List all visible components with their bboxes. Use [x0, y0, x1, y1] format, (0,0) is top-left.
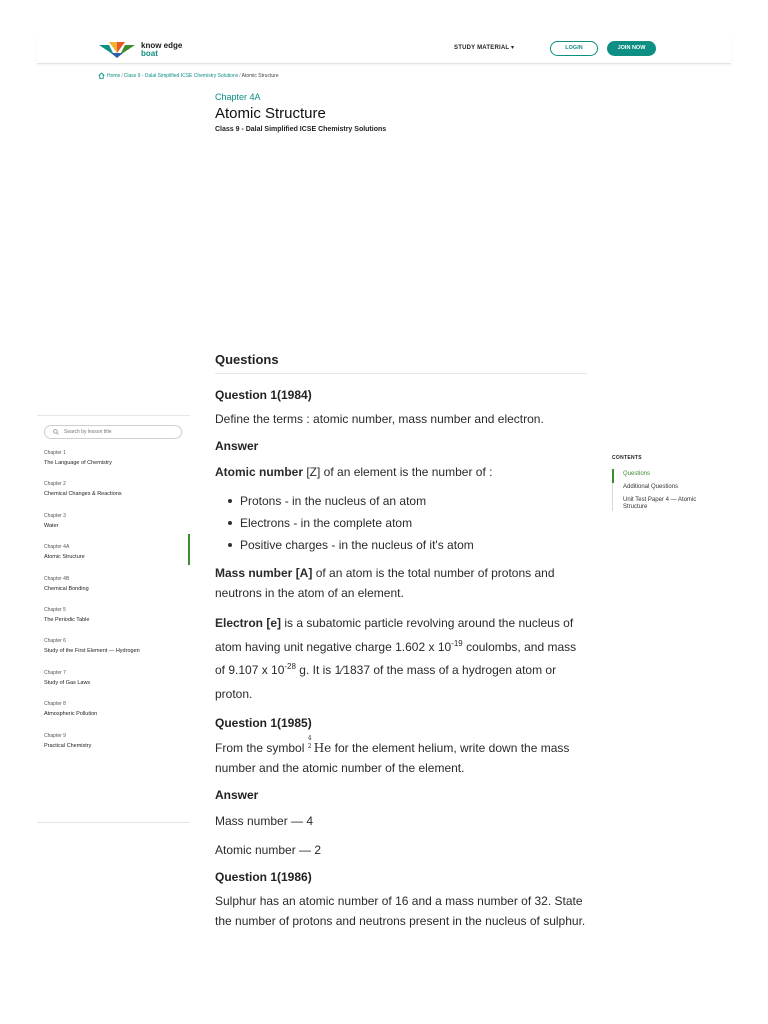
- answer-text: Atomic number — 2: [215, 843, 322, 857]
- question-title: Question 1(1985): [215, 716, 312, 730]
- answer-bullet-list: [215, 490, 587, 556]
- question-text-part: for the element helium, write down the mass number and the atomic number of the element.: [215, 741, 570, 775]
- sidebar-item-label: Atmospheric Pollution: [44, 711, 98, 718]
- chapter-list: [44, 450, 190, 764]
- sidebar-item-chapter: Chapter 7: [44, 669, 66, 676]
- breadcrumb-class[interactable]: Class 9 - Dalal Simplified ICSE Chemistry Solutions: [123, 72, 239, 79]
- atomic-number-subscript: 2: [307, 743, 312, 750]
- contents-list: [612, 471, 722, 511]
- element-symbol: He: [313, 741, 332, 755]
- breadcrumb-home[interactable]: Home: [107, 72, 121, 79]
- sidebar-item-chapter-2[interactable]: [44, 481, 190, 512]
- logo-line-2: boat: [141, 49, 158, 58]
- sidebar-item-chapter: Chapter 3: [44, 512, 66, 519]
- join-now-button[interactable]: JOIN NOW: [607, 41, 656, 56]
- sidebar-item-chapter: Chapter 6: [44, 638, 66, 645]
- sidebar-item-chapter-3[interactable]: [44, 513, 190, 544]
- helium-symbol: [307, 735, 332, 758]
- answer-text: is a subatomic particle revolving around the nucleus of atom having unit negative charge 1.602 x 10: [215, 616, 574, 654]
- lesson-search[interactable]: [44, 425, 182, 439]
- site-header: [37, 36, 731, 64]
- logo-mark-icon: [97, 41, 137, 59]
- sidebar-item-chapter-6[interactable]: [44, 638, 190, 669]
- contents-panel: [612, 455, 722, 517]
- sidebar-item-label: Chemical Bonding: [44, 585, 89, 592]
- answer-paragraph: [215, 563, 587, 603]
- site-logo[interactable]: [97, 40, 182, 60]
- sidebar-item-chapter-4a[interactable]: [44, 544, 190, 575]
- breadcrumb: [98, 72, 279, 79]
- breadcrumb-current: Atomic Structure: [241, 72, 279, 79]
- question-text: Define the terms : atomic number, mass number and electron.: [215, 412, 544, 426]
- sidebar-item-chapter: Chapter 8: [44, 701, 66, 708]
- sidebar-item-chapter: Chapter 2: [44, 481, 66, 488]
- exponent: -19: [451, 638, 463, 648]
- toc-item-unit-test-paper[interactable]: Unit Test Paper 4 — Atomic Structure: [623, 497, 697, 510]
- logo-text: [141, 42, 182, 58]
- lesson-search-input[interactable]: [64, 429, 174, 435]
- page-title: Atomic Structure: [215, 105, 326, 122]
- answer-text: Mass number — 4: [215, 814, 314, 828]
- home-icon: [98, 72, 105, 79]
- mass-number-superscript: 4: [307, 735, 312, 742]
- sidebar-item-label: The Language of Chemistry: [44, 460, 112, 466]
- sidebar-item-chapter-5[interactable]: [44, 607, 190, 638]
- sidebar-item-chapter-1[interactable]: [44, 450, 190, 481]
- sidebar-item-chapter: Chapter 4B: [44, 575, 70, 582]
- sidebar-item-label: Atomic Structure: [44, 554, 85, 561]
- section-title: Questions: [215, 352, 587, 374]
- answer-text: g. It is 1⁄1837 of the mass of a hydrogen atom or proton.: [215, 663, 557, 701]
- sidebar-item-chapter: Chapter 4A: [44, 544, 70, 551]
- answer-text: coulombs, and mass of 9.107 x 10: [215, 639, 577, 677]
- sidebar-item-chapter-9[interactable]: [44, 733, 190, 764]
- login-button[interactable]: LOGIN: [550, 41, 598, 56]
- term-bold: Electron [e]: [215, 616, 282, 630]
- main-content: [215, 352, 587, 931]
- page-subtitle: Class 9 - Dalal Simplified ICSE Chemistry Solutions: [215, 126, 387, 133]
- answer-label: Answer: [215, 788, 259, 802]
- answer-label: Answer: [215, 439, 259, 453]
- question-text: Sulphur has an atomic number of 16 and a mass number of 32. State the number of protons and neutrons present in the nucleus of sulphur.: [215, 894, 586, 928]
- chapter-label: Chapter 4A: [215, 92, 261, 102]
- answer-paragraph: [215, 612, 587, 706]
- sidebar-item-chapter-8[interactable]: [44, 701, 190, 732]
- toc-item-additional-questions[interactable]: Additional Questions: [623, 484, 679, 490]
- question-text-part: From the symbol: [215, 741, 308, 755]
- answer-text: of an atom is the total number of protons and neutrons in the atom of an element.: [215, 566, 555, 600]
- question-title: Question 1(1986): [215, 870, 312, 884]
- sidebar-item-label: Chemical Changes & Reactions: [44, 491, 122, 498]
- list-item: Electrons - in the complete atom: [215, 512, 587, 534]
- toc-item-questions[interactable]: Questions: [623, 471, 651, 477]
- breadcrumb-separator: /: [121, 72, 123, 79]
- sidebar-item-label: Study of the First Element — Hydrogen: [44, 648, 140, 655]
- question-title: Question 1(1984): [215, 388, 312, 402]
- question-text: [215, 735, 587, 778]
- sidebar-item-chapter: Chapter 1: [44, 450, 66, 456]
- sidebar-item-label: Water: [44, 522, 59, 529]
- sidebar-item-label: Study of Gas Laws: [44, 679, 91, 686]
- exponent: -28: [284, 662, 296, 671]
- answer-text: [Z] of an element is the number of :: [303, 465, 493, 479]
- sidebar-item-label: The Periodic Table: [44, 616, 90, 623]
- logo-line-1: know edge: [141, 41, 183, 50]
- term-bold: Atomic number: [215, 465, 304, 479]
- contents-heading: CONTENTS: [612, 455, 642, 461]
- study-material-menu[interactable]: STUDY MATERIAL ▾: [454, 45, 515, 51]
- sidebar-item-chapter-7[interactable]: [44, 670, 190, 701]
- answer-paragraph: [215, 462, 587, 482]
- sidebar-item-chapter: Chapter 5: [44, 606, 66, 613]
- contents-active-indicator: [612, 469, 614, 483]
- chapter-sidebar: [37, 415, 190, 823]
- list-item: Protons - in the nucleus of an atom: [215, 490, 587, 512]
- list-item: Positive charges - in the nucleus of it's atom: [215, 534, 587, 556]
- sidebar-item-chapter-4b[interactable]: [44, 576, 190, 607]
- sidebar-item-chapter: Chapter 9: [44, 732, 66, 739]
- term-bold: Mass number [A]: [215, 566, 313, 580]
- breadcrumb-separator: /: [239, 72, 241, 79]
- sidebar-item-label: Practical Chemistry: [44, 742, 92, 749]
- search-icon: [53, 429, 59, 435]
